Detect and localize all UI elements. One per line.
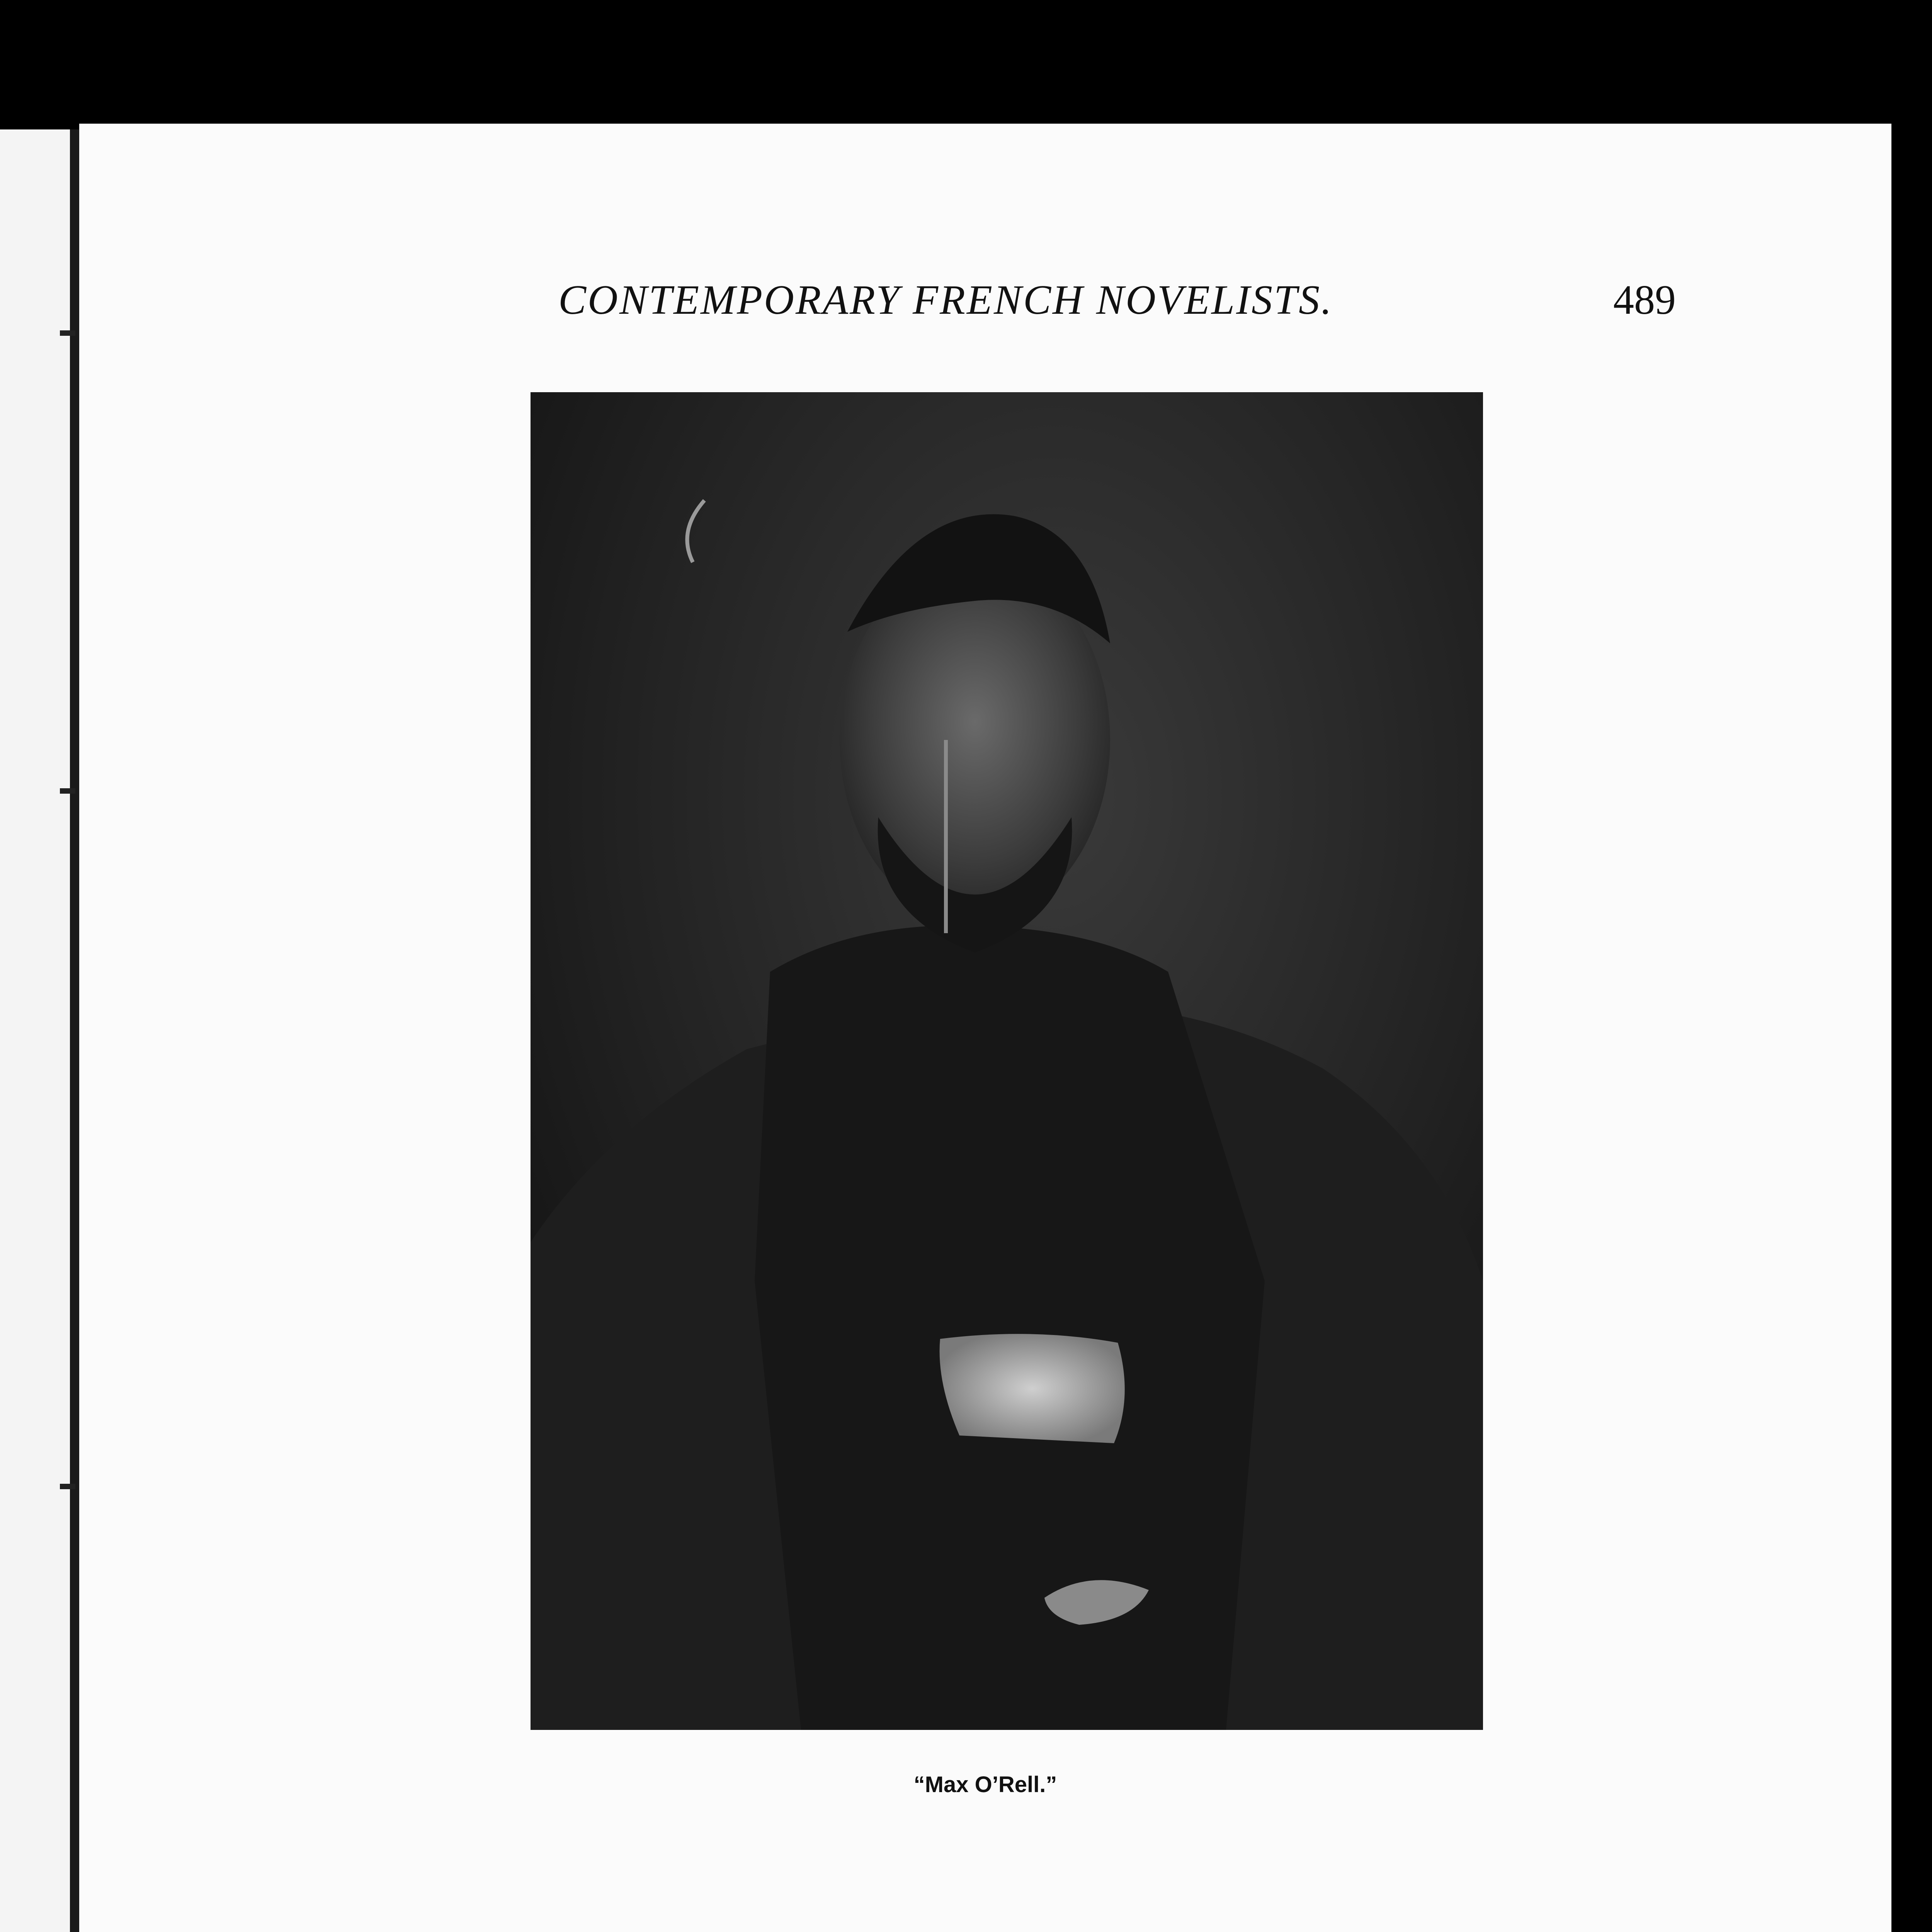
previous-page-edge — [0, 129, 79, 1932]
document-page — [79, 124, 1891, 1932]
binding-mark — [60, 1484, 75, 1489]
page-header — [79, 276, 1891, 330]
page-number: 489 — [1613, 277, 1676, 323]
page-gutter-shadow — [70, 129, 79, 1932]
portrait-photograph — [531, 392, 1483, 1730]
binding-mark — [60, 330, 75, 336]
binding-mark — [60, 788, 75, 794]
portrait-image — [531, 392, 1483, 1730]
running-title: CONTEMPORARY FRENCH NOVELISTS. — [558, 277, 1333, 323]
figure-caption: “Max O’Rell.” — [913, 1772, 1057, 1797]
